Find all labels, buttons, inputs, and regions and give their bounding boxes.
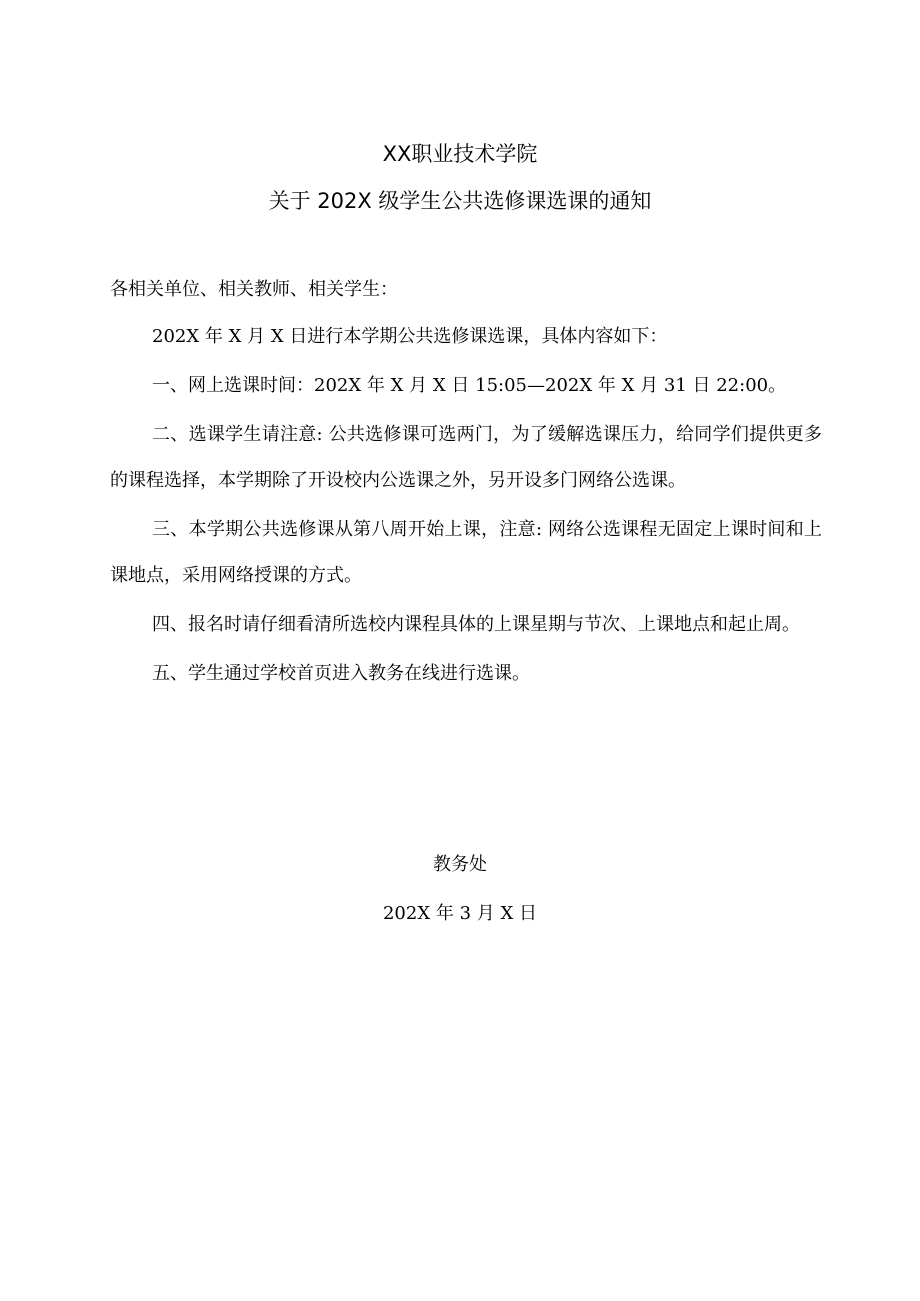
signature-department: 教务处 xyxy=(433,854,487,875)
document-title-institution: XX职业技术学院 xyxy=(382,142,538,166)
salutation: 各相关单位、相关教师、相关学生： xyxy=(110,279,398,300)
document-title-notice: 关于 202X 级学生公共选修课选课的通知 xyxy=(268,189,652,213)
paragraph-item-1: 一、网上选课时间：202X 年 X 月 X 日 15:05—202X 年 X 月 31 日 22:00。 xyxy=(152,375,787,396)
paragraph-item-3: 三、本学期公共选修课从第八周开始上课，注意: 网络公选课程无固定上课时间和上课地点，采用网络授课的方式。 xyxy=(110,519,822,586)
paragraph-intro: 202X 年 X 月 X 日进行本学期公共选修课选课，具体内容如下： xyxy=(152,326,668,347)
paragraph-item-4: 四、报名时请仔细看清所选校内课程具体的上课星期与节次、上课地点和起止周。 xyxy=(152,614,800,635)
notice-body xyxy=(110,314,822,700)
signature-date: 202X 年 3 月 X 日 xyxy=(382,903,538,924)
paragraph-item-2: 二、选课学生请注意: 公共选修课可选两门，为了缓解选课压力，给同学们提供更多的课程选择，本学期除了开设校内公选课之外，另开设多门网络公选课。 xyxy=(110,424,822,491)
paragraph-item-5: 五、学生通过学校首页进入教务在线进行选课。 xyxy=(152,663,530,684)
